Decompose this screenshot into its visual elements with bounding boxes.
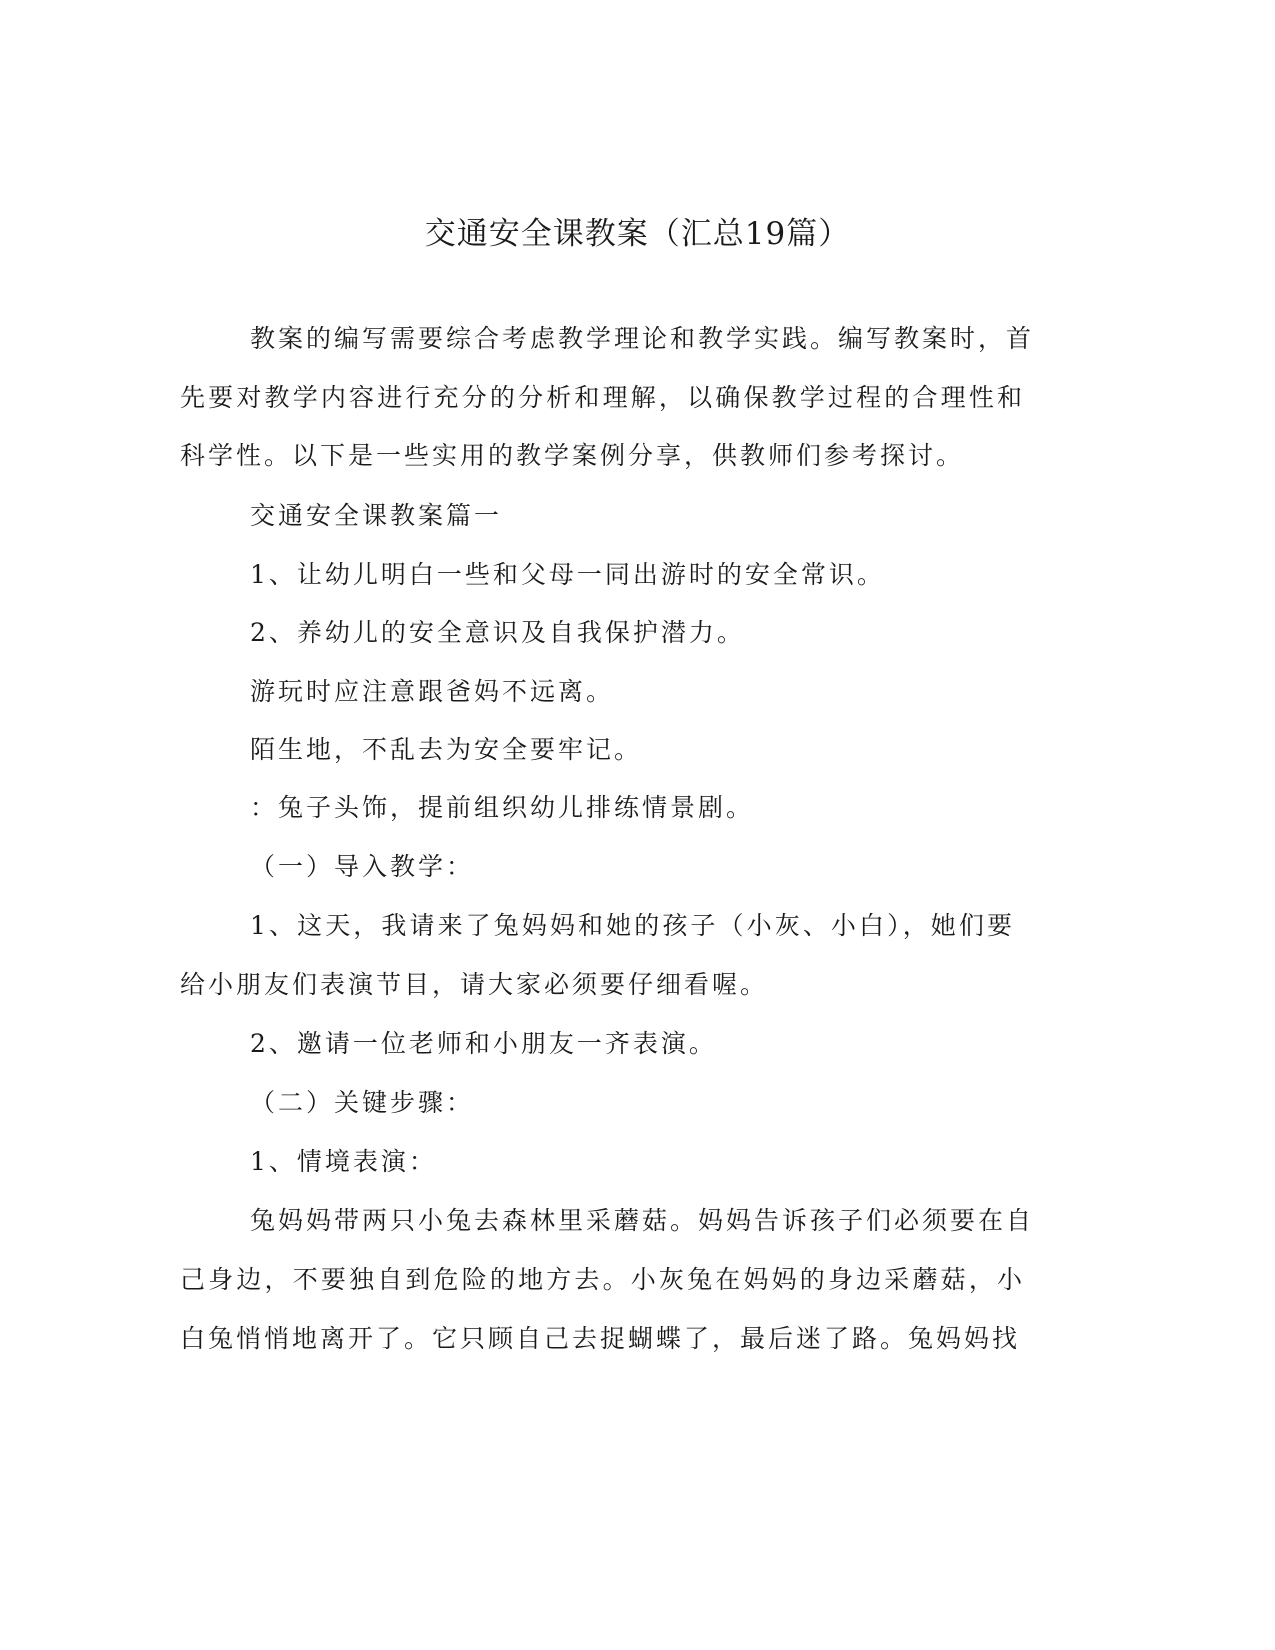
paragraph-line: 教案的编写需要综合考虑教学理论和教学实践。编写教案时，首 (250, 324, 1035, 353)
document-title: 交通安全课教案（汇总19篇） (424, 216, 851, 252)
paragraph-line: 2、邀请一位老师和小朋友一齐表演。 (250, 1029, 717, 1058)
paragraph-line: 兔妈妈带两只小兔去森林里采蘑菇。妈妈告诉孩子们必须要在自 (250, 1206, 1035, 1235)
subsection-heading: （二）关键步骤： (250, 1088, 475, 1117)
section-heading: 交通安全课教案篇一 (250, 501, 503, 530)
paragraph-line: 先要对教学内容进行充分的分析和理解，以确保教学过程的合理性和 (180, 383, 1025, 412)
paragraph-line: 己身边，不要独自到危险的地方去。小灰兔在妈妈的身边采蘑菇，小 (180, 1265, 1025, 1294)
paragraph-line: 1、让幼儿明白一些和父母一同出游时的安全常识。 (250, 560, 885, 589)
paragraph-line: 白兔悄悄地离开了。它只顾自己去捉蝴蝶了，最后迷了路。兔妈妈找 (180, 1324, 1021, 1353)
paragraph-line: 游玩时应注意跟爸妈不远离。 (250, 677, 615, 706)
paragraph-line: 2、养幼儿的安全意识及自我保护潜力。 (250, 618, 745, 647)
paragraph-line: 陌生地，不乱去为安全要牢记。 (250, 735, 643, 764)
paragraph-line: 给小朋友们表演节目，请大家必须要仔细看喔。 (180, 970, 769, 999)
paragraph-line: 科学性。以下是一些实用的教学案例分享，供教师们参考探讨。 (180, 441, 965, 470)
paragraph-line: 1、情境表演： (250, 1147, 437, 1176)
paragraph-line: 1、这天，我请来了兔妈妈和她的孩子（小灰、小白），她们要 (250, 911, 1015, 940)
paragraph-line: ：兔子头饰，提前组织幼儿排练情景剧。 (250, 793, 755, 822)
subsection-heading: （一）导入教学： (250, 852, 475, 881)
